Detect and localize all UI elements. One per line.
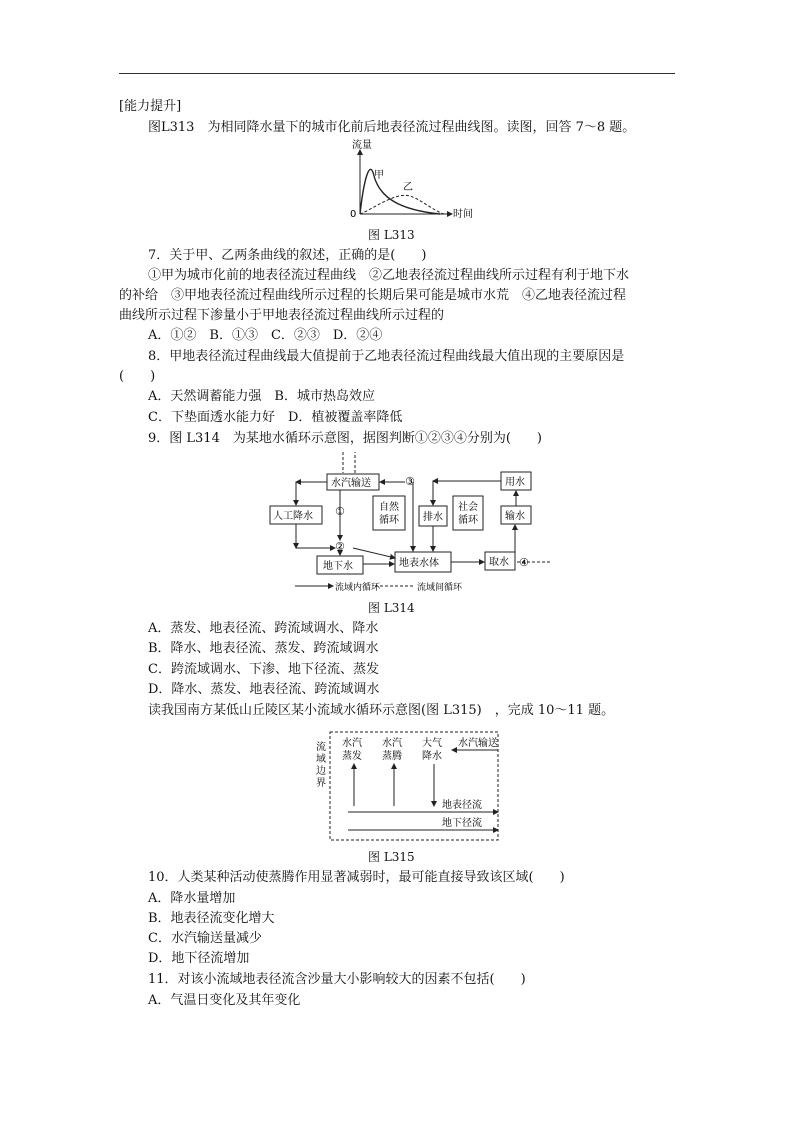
q11-stem: 11．对该小流域地表径流含沙量大小影响较大的因素不包括( ) [148,972,526,987]
q10-option-d: D．地下径流增加 [148,951,250,966]
node-surface-water: 地表水体 [399,558,439,569]
boundary-char-4: 界 [316,778,326,789]
caption-l314: 图 L314 [368,601,415,615]
marker-4: ④ [519,556,529,569]
boundary-char-2: 域 [316,754,326,765]
node-intake: 取水 [489,557,509,568]
curve-yi-label: 乙 [403,182,413,193]
curve-jia-label: 甲 [374,170,384,181]
node-natural-2: 循环 [379,515,399,526]
q8-options-line1: A．天然调蓄能力强 B．城市热岛效应 [148,389,375,404]
q8-stem-line1: 8．甲地表径流过程曲线最大值提前于乙地表径流过程曲线最大值出现的主要原因是 [148,349,625,364]
q9-option-a: A．蒸发、地表径流、跨流域调水、降水 [148,621,379,636]
ground-runoff-label: 地下径流 [442,818,482,829]
vapor-in-label: 水汽输送 [458,738,498,749]
boundary-char-3: 边 [316,766,326,777]
q11-option-a: A．气温日变化及其年变化 [148,993,301,1008]
caption-l315: 图 L315 [368,850,415,864]
marker-1: ① [335,505,345,518]
q9-option-b: B．降水、地表径流、蒸发、跨流域调水 [148,641,379,656]
node-drain: 排水 [423,512,443,523]
marker-2: ② [335,540,345,553]
q10-stem: 10．人类某种活动使蒸腾作用显著减弱时，最可能直接导致该区域( ) [148,870,565,885]
precip-label-2: 降水 [422,751,442,762]
node-groundwater: 地下水 [323,561,353,572]
intro-l313: 图L313 为相同降水量下的城市化前后地表径流过程曲线图。读图，回答 7～8 题。 [148,120,636,135]
q7-line-1: ①甲为城市化前的地表径流过程曲线 ②乙地表径流过程曲线所示过程有利于地下水 [148,268,630,283]
curve-yi [360,195,444,214]
caption-l313: 图 L313 [368,228,415,242]
q9-option-c: C．跨流域调水、下渗、地下径流、蒸发 [148,662,379,677]
y-axis-label: 流量 [352,140,372,151]
q10-option-c: C．水汽输送量减少 [148,931,262,946]
q10-option-a: A．降水量增加 [148,891,236,906]
node-artificial-rain: 人工降水 [273,511,313,522]
marker-3: ③ [405,475,415,488]
node-supply-water: 输水 [505,511,525,522]
figure-l313 [340,138,490,220]
intro-l315: 读我国南方某低山丘陵区某小流域水循环示意图(图 L315) ，完成 10～11 题。 [148,703,615,718]
q8-options-line2: C．下垫面透水能力好 D．植被覆盖率降低 [148,410,403,425]
transp-label-1: 水汽 [382,738,402,749]
surface-runoff-label: 地表径流 [442,800,482,811]
figure-l314 [265,450,555,598]
legend-outer: 流域间循环 [417,583,463,593]
q7-line-3: 曲线所示过程下渗量小于甲地表径流过程曲线所示过程的 [119,308,445,323]
node-use-water: 用水 [505,477,525,488]
node-social-2: 循环 [458,515,478,526]
evap-label-1: 水汽 [342,738,362,749]
x-axis-label: 时间 [453,209,473,220]
curve-jia [360,169,440,214]
precip-label-1: 大气 [422,738,442,749]
node-social-1: 社会 [458,502,478,513]
q7-line-2: 的补给 ③甲地表径流过程曲线所示过程的长期后果可能是城市水荒 ④乙地表径流过程 [119,288,627,303]
q7-stem: 7．关于甲、乙两条曲线的叙述，正确的是( ) [148,248,427,263]
q7-options: A．①② B．①③ C．②③ D．②④ [148,328,383,343]
evap-label-2: 蒸发 [342,751,362,762]
transp-label-2: 蒸腾 [382,751,402,762]
q9-option-d: D．降水、蒸发、地表径流、跨流域调水 [148,682,380,697]
origin-label: 0 [350,209,357,220]
q9-stem: 9．图 L314 为某地水循环示意图，据图判断①②③④分别为( ) [148,431,542,446]
q8-stem-line2: ( ) [119,369,156,384]
header-rule [119,73,675,74]
section-title: [能力提升] [119,99,182,114]
node-natural-1: 自然 [379,502,399,513]
boundary-char-1: 流 [316,742,326,753]
node-vapor: 水汽输送 [331,478,371,489]
q10-option-b: B．地表径流变化增大 [148,911,275,926]
legend-inner: 流域内循环 [335,583,381,593]
figure-l315 [308,726,518,844]
